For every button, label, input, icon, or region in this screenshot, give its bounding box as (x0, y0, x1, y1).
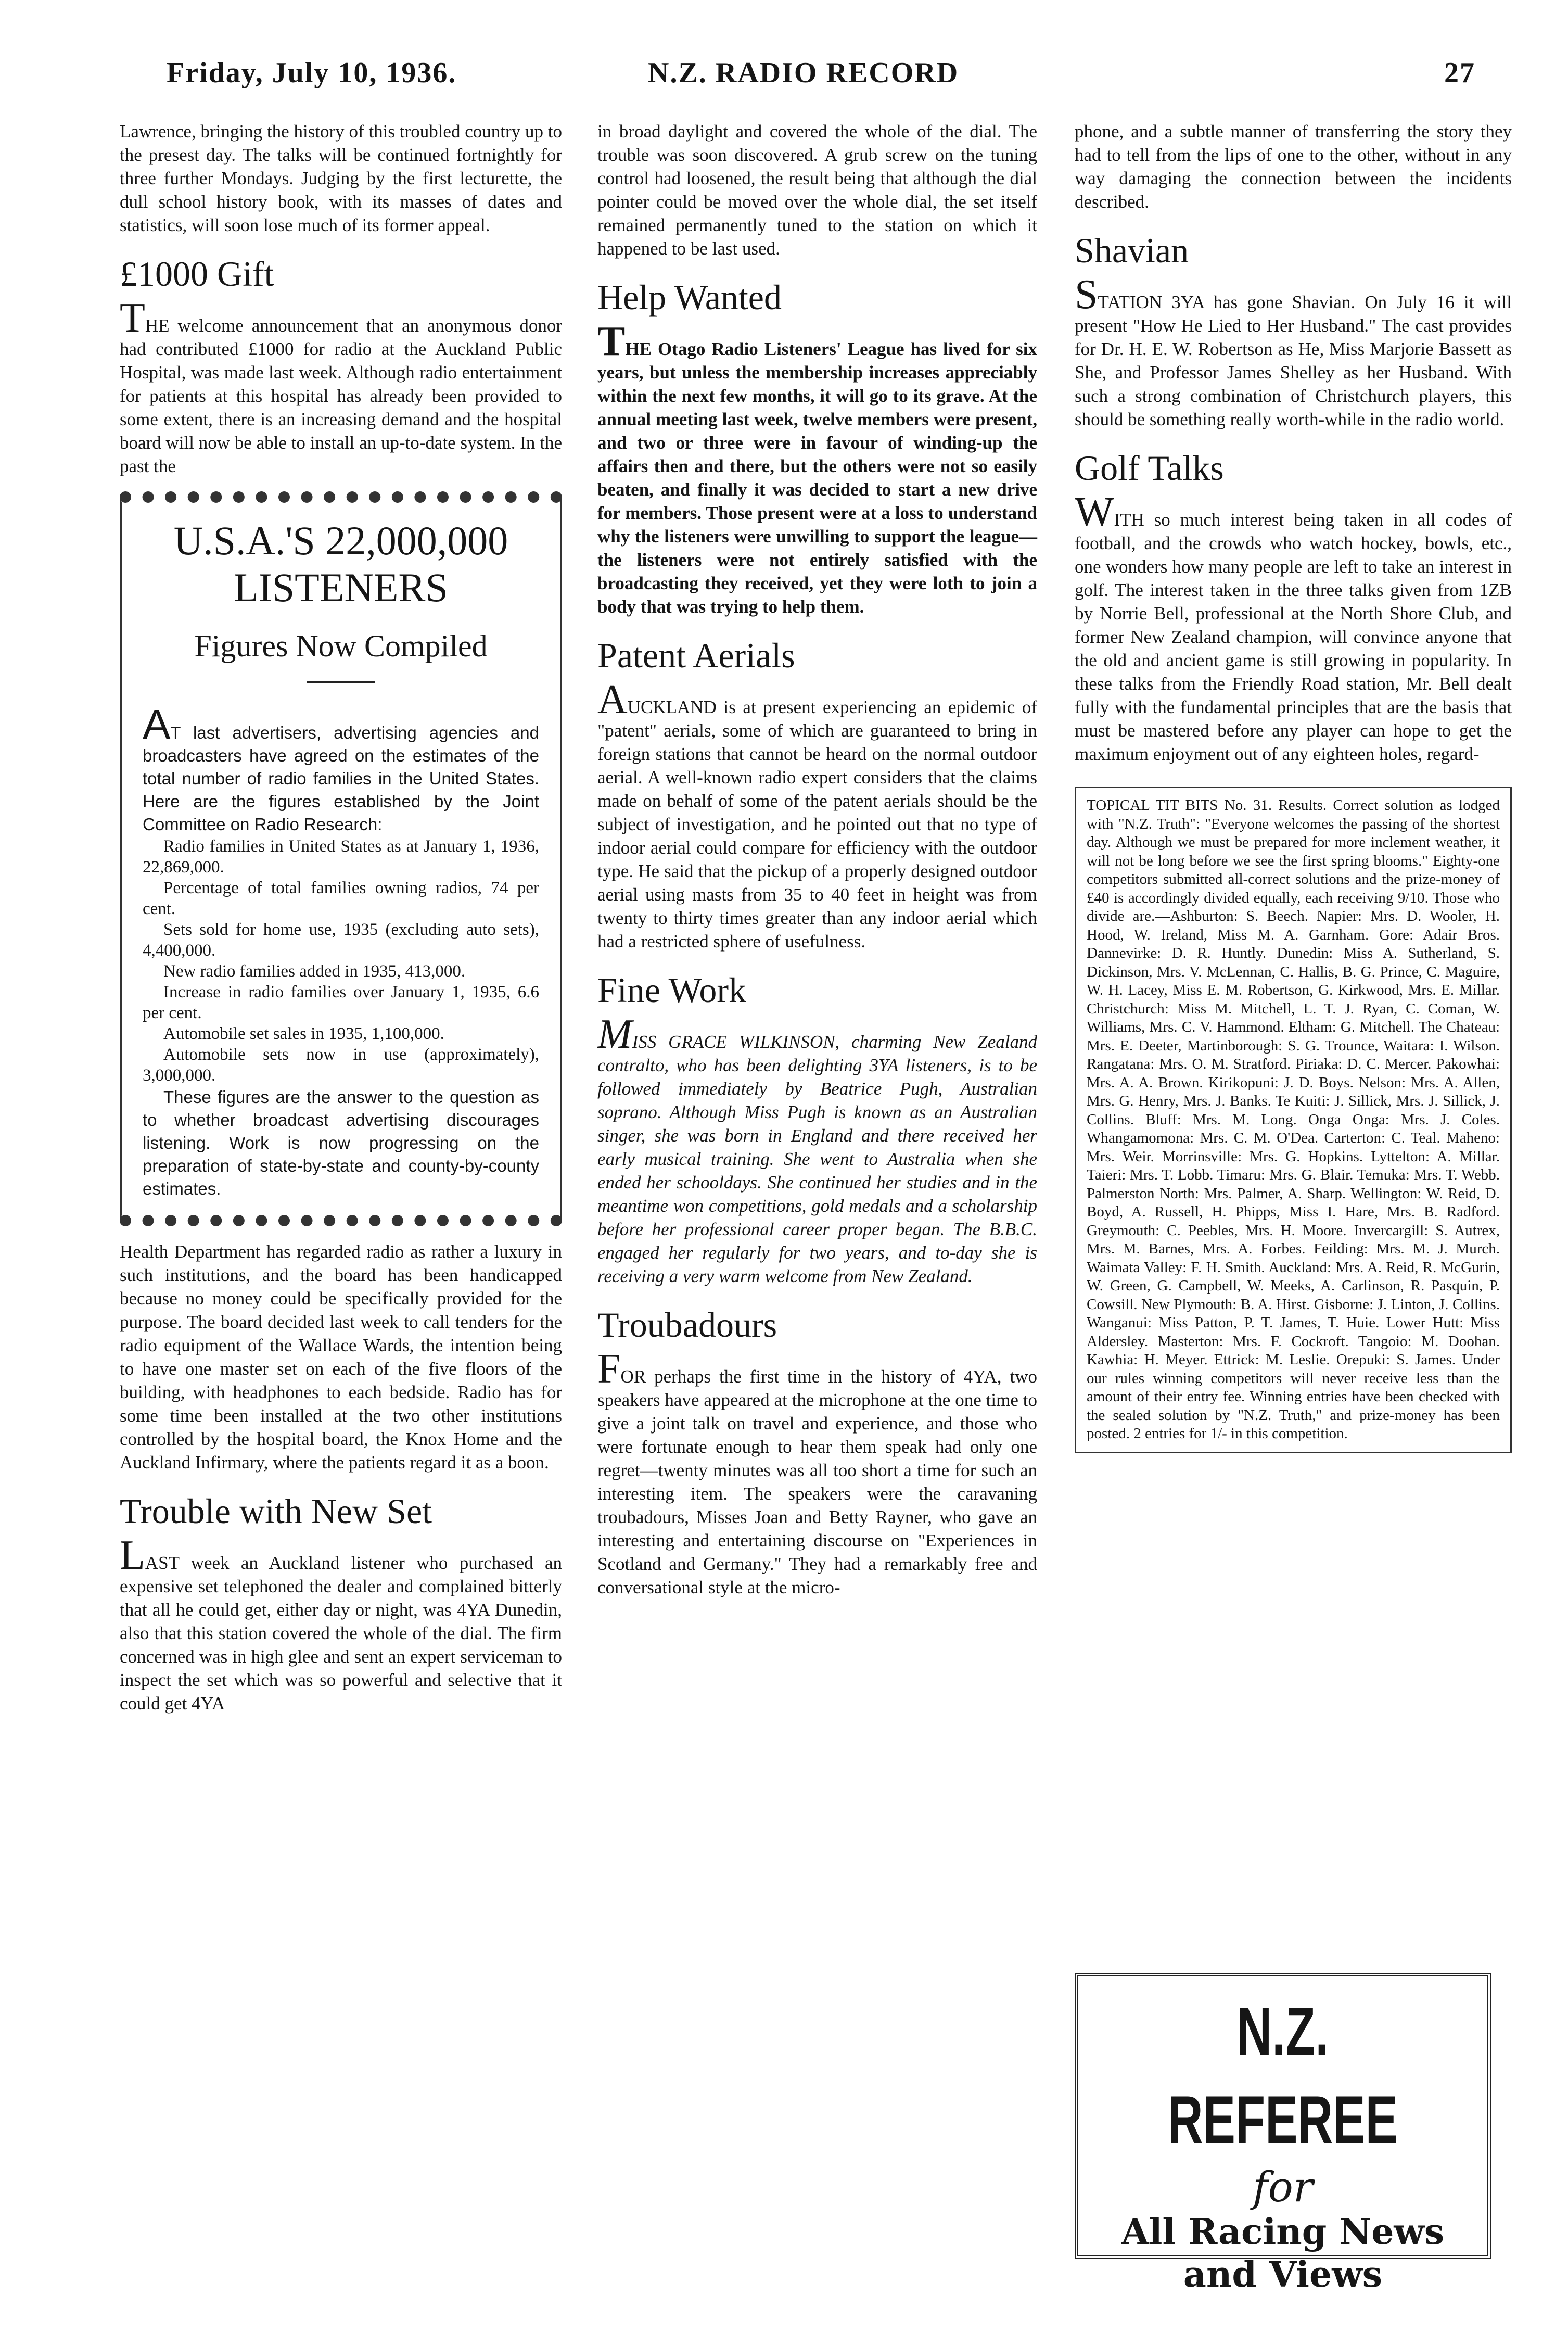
ad-line-1: All Racing News (1121, 2211, 1445, 2253)
gift-article: THE welcome announcement that an anonymous donor had contributed £1000 for radio at the Auckland Public Hospital, was made last week. Although radio entertainment for patients at this hospital has already been provided to some extent, there is an increasing demand and the hospital board will now be able to install an up-to-date system. In the past the (120, 295, 562, 476)
shavian-article: STATION 3YA has gone Shavian. On July 16 it will present "How He Lied to Her Husband." The cast provides for Dr. H. E. W. Robertson as He, Miss Marjorie Bassett as She, and Professor James Shelley as her Husband. With such a strong combination of Christchurch players, this should be something really worth-while in the radio world. (1075, 272, 1512, 429)
stat-line: Increase in radio families over January 1, 1935, 6.6 per cent. (143, 983, 539, 1022)
column-2 (597, 120, 1037, 1599)
patent-article: AUCKLAND is at present experiencing an epidemic of "patent" aerials, some of which are guaranteed to bring in foreign stations that cannot be heard on the normal outdoor aerial. A well-known radio expert considers that the claims made on behalf of some of the patent aerials should be the subject of investigation, and he pointed out that no type of indoor aerial could compare for efficiency with the outdoor type. He said that the pickup of a properly designed outdoor aerial using masts from 35 to 40 feet in height was from twenty to thirty times greater than any indoor aerial which had a restricted sphere of usefulness. (597, 677, 1037, 952)
stat-line: Sets sold for home use, 1935 (excluding auto sets), 4,400,000. (143, 920, 539, 960)
ad-for: for (1252, 2163, 1313, 2211)
box-conclusion: These figures are the answer to the question as to whether broadcast advertising discourages listening. Work is now progressing on the preparation of state-by-state and county-by-county estimates. (143, 1087, 539, 1198)
help-heading: Help Wanted (597, 277, 782, 317)
stat-line: Automobile sets now in use (approximately), 3,000,000. (143, 1045, 539, 1085)
tit-bits-results: TOPICAL TIT BITS No. 31. Results. Correct solution as lodged with "N.Z. Truth": "Everyone welcomes the passing of the shortest day. Although we must be prepared for more inclement weather, it will not be long before we see the first spring blooms." Eighty-one competitors submitted all-correct solutions and the prize-money of £40 is accordingly divided equally, each receiving 9/10. Those who divide are.—Ashburton: S. Beech. Napier: Mrs. D. Wooler, H. Hood, W. Ireland, Miss M. A. Garnham. Gore: Adair Bros. Dannevirke: D. R. Huntly. Dunedin: Miss A. Sutherland, S. Dickinson, Mrs. V. McLennan, C. Hallis, B. G. Prince, C. Maguire, W. H. Lacey, Miss E. M. Robertson, G. Kirkwood, Mrs. E. Millar. Christchurch: Miss M. Mitchell, L. T. J. Ryan, C. Coman, W. Williams, Mrs. C. V. Hammond. Eltham: G. Mitchell. The Chateau: Mrs. E. Deeter, Martinborough: S. G. Trounce, Waitara: I. Wilson. Rangatana: Mrs. O. M. Stratford. Piriaka: D. C. Mercer. Pakowhai: Mrs. A. A. Brown. Kirikopuni: J. D. Boys. Nelson: Mrs. A. Allen, Mrs. G. Henry, Mrs. J. Banks. Te Kuiti: J. Sillick, Mrs. J. Sillick, J. Collins. Bluff: Mrs. M. Long. Onga Onga: Mrs. J. Coles. Whangamomona: Mrs. C. M. O'Dea. Carterton: C. Teal. Maheno: Mrs. Weir. Morrinsville: Mrs. G. Hopkins. Lyttelton: A. Millar. Taieri: Mrs. T. Lobb. Timaru: Mrs. G. Blair. Temuka: Mrs. T. Webb. Palmerston North: Mrs. Palmer, A. Sharp. Wellington: W. Reid, D. Boyd, A. Russell, H. Phipps, Miss I. Hare, Mrs. B. Radford. Greymouth: C. Peebles, Mrs. H. Moore. Invercargill: S. Autrex, Mrs. M. Barnes, Mrs. A. Forbes. Feilding: Mrs. M. J. Murch. Waimata Valley: F. H. Smith. Auckland: Mrs. A. Reid, R. McGurin, W. Green, G. Campbell, W. Meeks, A. Carlinson, R. Pasquin, P. Cowsill. New Plymouth: B. A. Hirst. Gisborne: J. Linton, J. Collins. Wanganui: Miss Patton, P. T. James, T. Huie. Lower Hutt: Miss Aldersley. Masterton: Mrs. F. Cockroft. Tangoio: M. Doohan. Kawhia: H. Meyer. Ettrick: M. Leslie. Orepuki: S. James. Under our rules winning competitors will never receive less than the amount of their entry fee. Winning entries have been checked with the sealed solution by "N.Z. Truth," and prize-money has been posted. 2 entries for 1/- in this competition. (1087, 797, 1500, 1442)
golf-heading: Golf Talks (1075, 448, 1224, 488)
box-intro: AT last advertisers, advertising agencies and broadcasters have agreed on the estimates of the total number of radio families in the United States. Here are the figures established by the Joint Committee on Radio Research: (143, 701, 539, 834)
publication-title: N.Z. RADIO RECORD (648, 57, 959, 89)
stat-line: Radio families in United States as at January 1, 1936, 22,869,000. (143, 837, 539, 877)
patent-heading: Patent Aerials (597, 636, 795, 675)
shavian-heading: Shavian (1075, 231, 1189, 270)
ad-line-2: and Views (1183, 2254, 1383, 2296)
issue-date: Friday, July 10, 1936. (167, 57, 457, 89)
box-subtitle: Figures Now Compiled (194, 629, 488, 663)
stat-line: New radio families added in 1935, 413,000. (163, 962, 466, 981)
trouble-heading: Trouble with New Set (120, 1491, 432, 1531)
fine-work-article: MISS GRACE WILKINSON, charming New Zealand contralto, who has been delighting 3YA listeners, is to be followed immediately by Beatrice Pugh, Australian soprano. Although Miss Pugh is known as an Australian singer, she was born in England and there received her early musical training. She went to Australia when she ended her schooldays. She continued her studies and in the meantime won competitions, gold medals and a scholarship before her professional career proper began. The B.B.C. engaged her regularly for two years, and to-day she is receiving a very warm welcome from New Zealand. (597, 1011, 1037, 1286)
help-article: THE Otago Radio Listeners' League has lived for six years, but unless the membership increases appreciably within the next few months, it will go to its grave. At the annual meeting last week, twelve members were present, and two or three were in favour of winding-up the affairs then and there, but the others were not so easily beaten, and finally it was decided to start a new drive for members. Those present were at a loss to understand why the listeners were unwilling to support the league—the listeners were not entirely satisfied with the broadcasting they received, yet they were loth to join a body that was trying to help them. (597, 319, 1037, 617)
tit-bits-results-box (1075, 787, 1512, 1453)
box-divider (307, 681, 375, 683)
column-3 (1075, 120, 1512, 1453)
troubadours-continuation: phone, and a subtle manner of transferring the story they had to tell from the lips of one to the other, without in any way damaging the connection between the incidents described. (1075, 121, 1512, 212)
ad-title: N.Z. REFEREE (1167, 1993, 1398, 2158)
stat-line: Percentage of total families owning radios, 74 per cent. (143, 879, 539, 918)
troubadours-heading: Troubadours (597, 1305, 777, 1345)
gift-heading: £1000 Gift (120, 254, 274, 294)
nz-referee-advertisement (1075, 1973, 1491, 2296)
fine-work-heading: Fine Work (597, 970, 747, 1010)
usa-listeners-box (120, 491, 562, 1226)
trouble-article: LAST week an Auckland listener who purchased an expensive set telephoned the dealer and complained bitterly that all he could get, either day or night, was 4YA Dunedin, also that this station covered the whole of the dial. The firm concerned was in high glee and sent an expert serviceman to inspect the set which was so powerful and selective that it could get 4YA (120, 1532, 562, 1714)
golf-article: WITH so much interest being taken in all codes of football, and the crowds who watch hockey, bowls, etc., one wonders how many people are left to take an interest in golf. The interest taken in the three talks given from 1ZB by Norrie Bell, professional at the North Shore Club, and former New Zealand champion, will convince anyone that the old and ancient game is still growing in popularity. In these talks from the Friendly Road station, Mr. Bell dealt fully with the fundamental principles that are the basis that must be mastered before any player can hope to get the maximum enjoyment out of any eighteen holes, regard- (1075, 489, 1512, 764)
box-title: U.S.A.'S 22,000,000 LISTENERS (173, 518, 508, 610)
history-talks-continuation: Lawrence, bringing the history of this troubled country up to the presest day. The talks will be continued fortnightly for three further Mondays. Judging by the first lecturette, the dull school history book, with its masses of dates and statistics, will soon lose much of its former appeal. (120, 121, 562, 235)
stat-line: Automobile set sales in 1935, 1,100,000. (163, 1024, 444, 1043)
trouble-article-continuation: in broad daylight and covered the whole of the dial. The trouble was soon discovered. A grub screw on the tuning control had loosened, the result being that although the dial pointer could be moved over the whole dial, the set itself remained permanently tuned to the station on which it happened to be last used. (597, 121, 1037, 259)
page-number: 27 (1444, 57, 1475, 89)
hospital-article-continuation: Health Department has regarded radio as rather a luxury in such institutions, and the board has been handicapped because no money could be specifically provided for the purpose. The board decided last week to call tenders for the radio equipment of the Wallace Wards, the intention being to have one master set on each of the five floors of the building, with headphones to each bedside. Radio has for some time been installed at the two other institutions controlled by the hospital board, the Knox Home and the Auckland Infirmary, where the patients regard it as a boon. (120, 1241, 562, 1473)
troubadours-article: FOR perhaps the first time in the history of 4YA, two speakers have appeared at the microphone at the one time to give a joint talk on travel and experience, and those who were fortunate enough to hear them speak had only one regret—twenty minutes was all too short a time for such an interesting item. The speakers were the caravaning troubadours, Misses Joan and Betty Rayner, who gave an interesting and entertaining discourse on "Experiences in Scotland and Germany." They had a remarkably free and conversational style at the micro- (597, 1346, 1037, 1597)
column-1 (120, 120, 562, 1715)
